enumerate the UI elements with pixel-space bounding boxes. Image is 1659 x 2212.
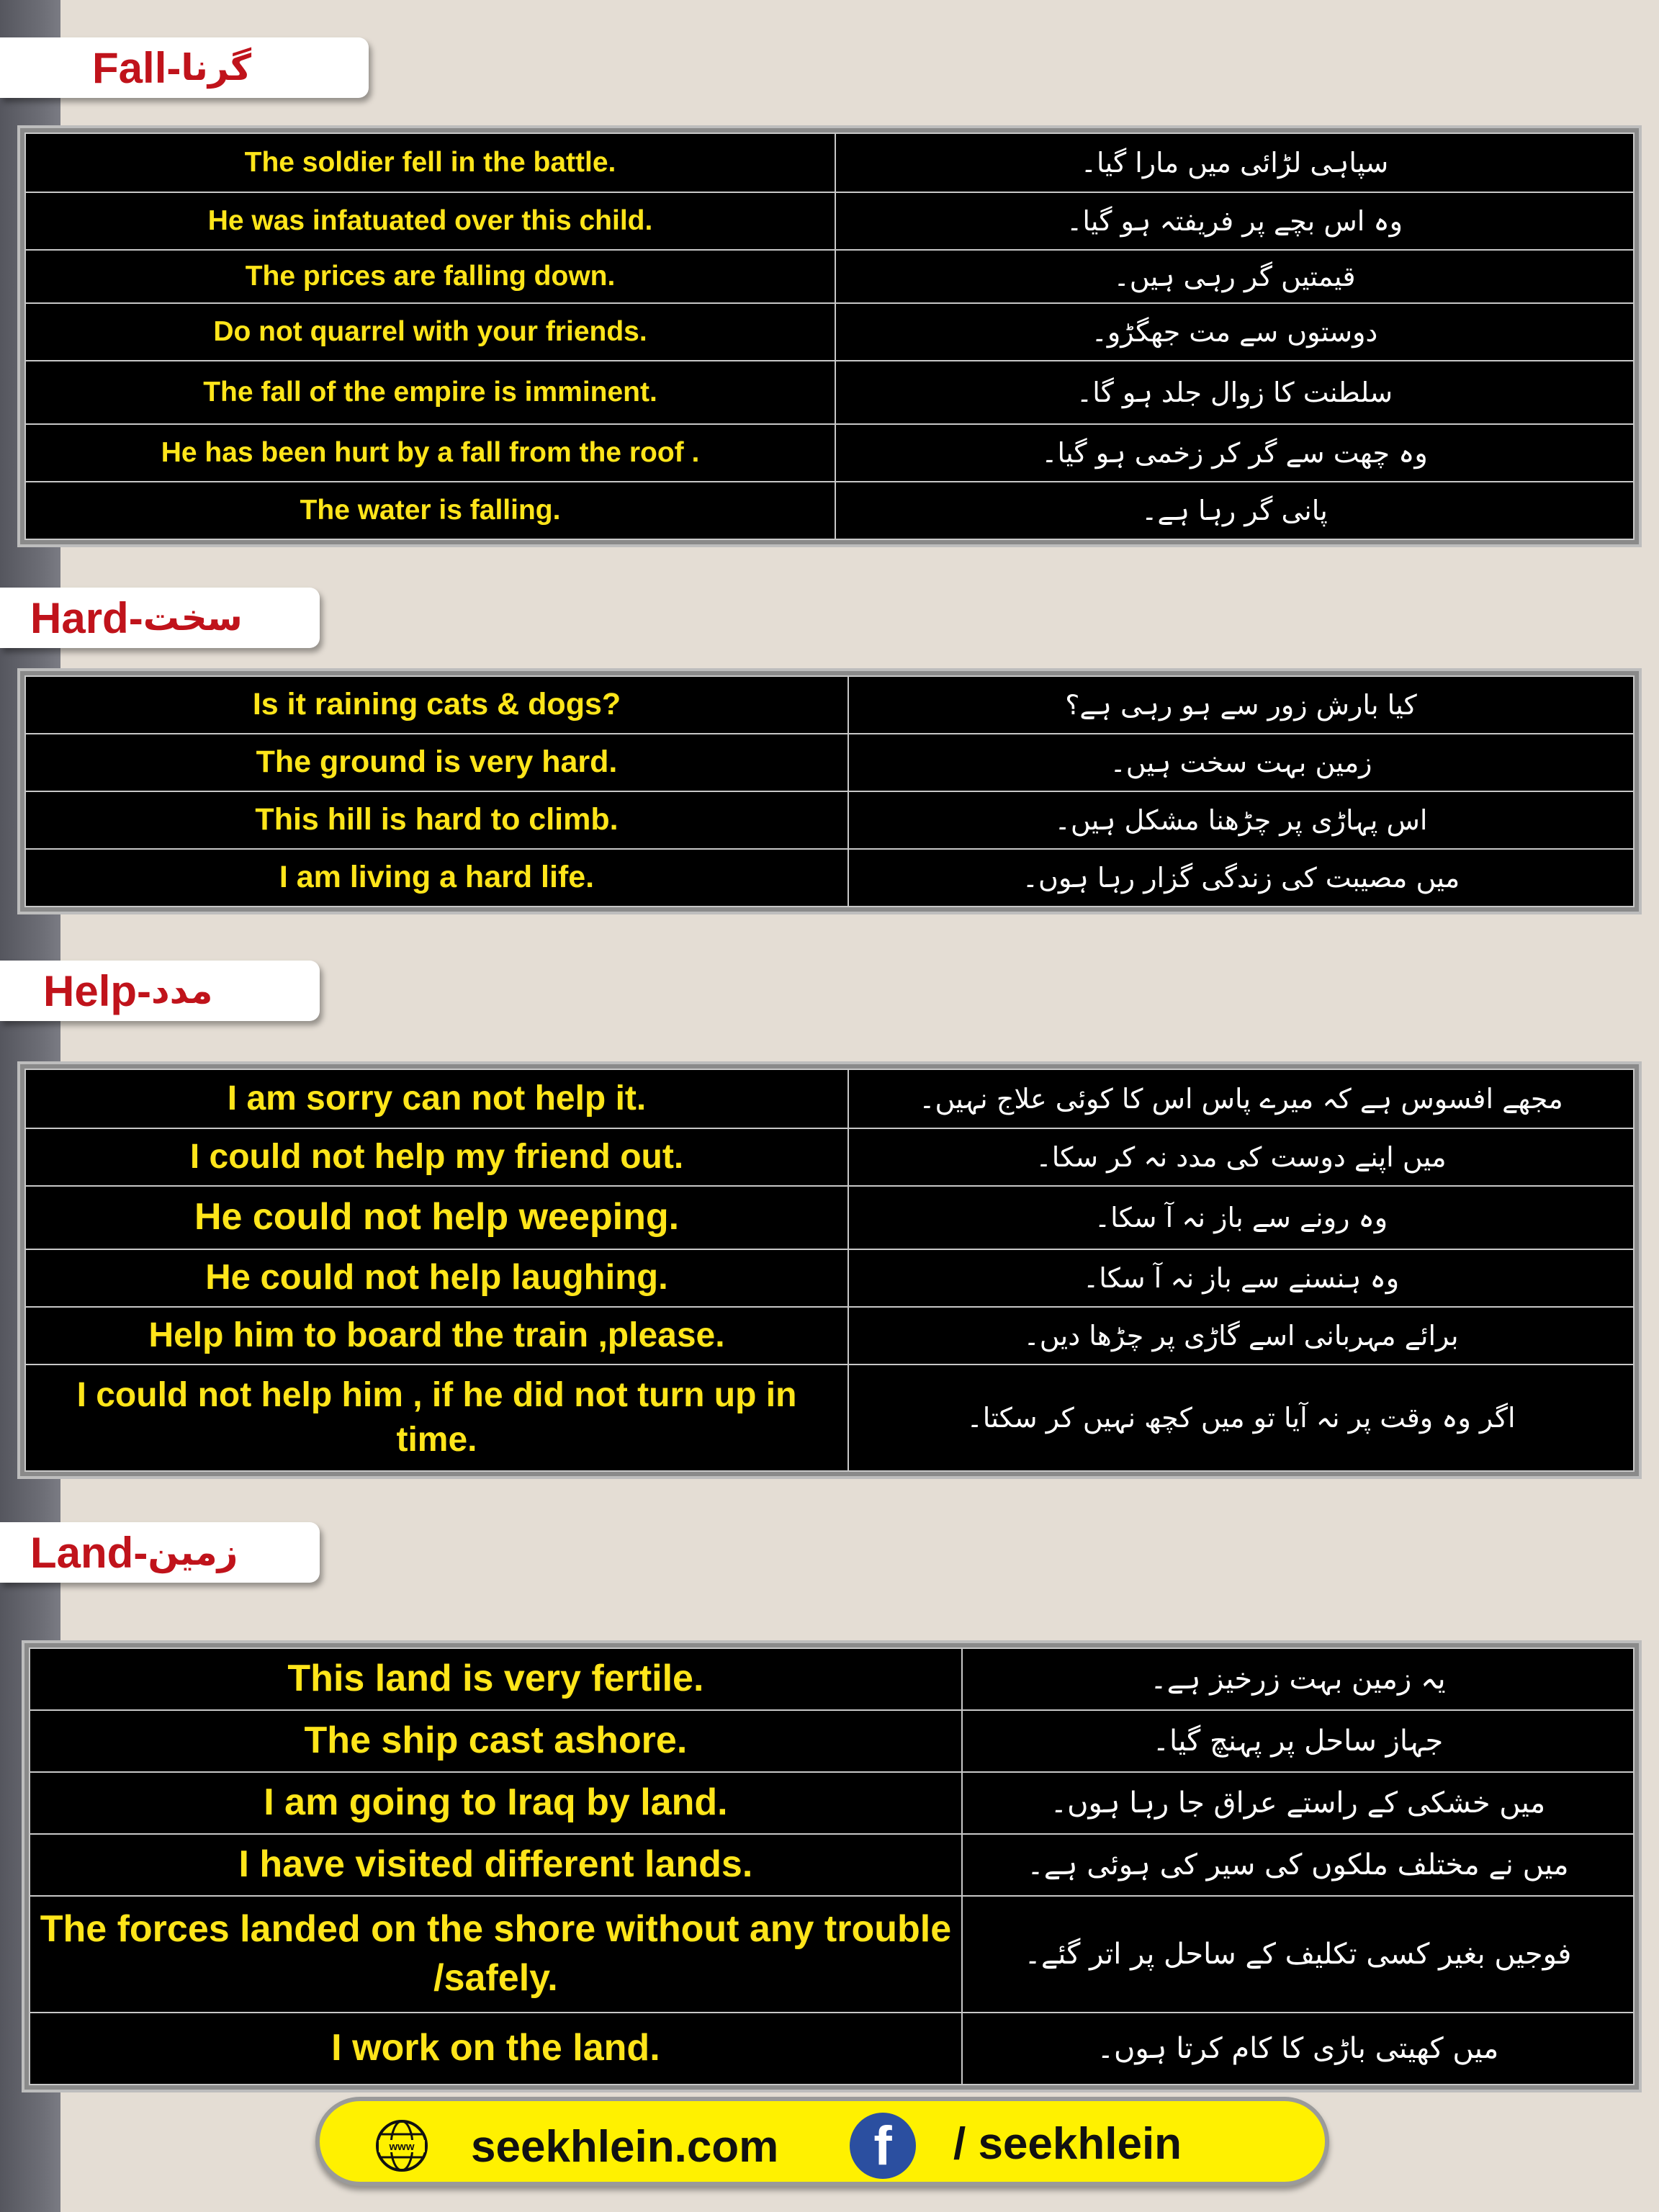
table-row bbox=[25, 361, 1634, 424]
facebook-handle[interactable]: / seekhlein bbox=[953, 2119, 1182, 2169]
urdu-translation: مجھے افسوس ہے کہ میرے پاس اس کا کوئی علاج نہیں۔ bbox=[848, 1069, 1634, 1128]
urdu-translation: وہ چھت سے گر کر زخمی ہو گیا۔ bbox=[835, 424, 1634, 482]
urdu-translation: سلطنت کا زوال جلد ہو گا۔ bbox=[835, 361, 1634, 424]
table-row bbox=[25, 133, 1634, 192]
urdu-translation: دوستوں سے مت جھگڑو۔ bbox=[835, 303, 1634, 361]
table-row bbox=[30, 1648, 1634, 1710]
table-row bbox=[25, 1307, 1634, 1364]
facebook-icon[interactable]: f bbox=[850, 2113, 916, 2179]
english-sentence: The ship cast ashore. bbox=[30, 1710, 962, 1772]
section-heading-hard bbox=[0, 588, 320, 648]
heading-english: Hard- bbox=[30, 593, 143, 642]
urdu-translation: پانی گر رہا ہے۔ bbox=[835, 482, 1634, 539]
urdu-translation: میں اپنے دوست کی مدد نہ کر سکا۔ bbox=[848, 1128, 1634, 1186]
heading-english: Land- bbox=[30, 1528, 148, 1577]
urdu-translation: قیمتیں گر رہی ہیں۔ bbox=[835, 250, 1634, 303]
english-sentence: He could not help laughing. bbox=[25, 1249, 848, 1307]
english-sentence: I could not help my friend out. bbox=[25, 1128, 848, 1186]
urdu-translation: وہ رونے سے باز نہ آ سکا۔ bbox=[848, 1186, 1634, 1249]
english-sentence: The water is falling. bbox=[25, 482, 835, 539]
english-sentence: I am living a hard life. bbox=[25, 849, 848, 907]
heading-english: Help- bbox=[43, 966, 151, 1015]
english-sentence: I have visited different lands. bbox=[30, 1834, 962, 1896]
globe-label: www bbox=[389, 2141, 415, 2153]
english-sentence: The prices are falling down. bbox=[25, 250, 835, 303]
table-row bbox=[25, 192, 1634, 250]
footer-banner bbox=[315, 2097, 1329, 2186]
heading-urdu: مدد bbox=[151, 970, 213, 1012]
table-row bbox=[30, 1834, 1634, 1896]
urdu-translation: سپاہی لڑائی میں مارا گیا۔ bbox=[835, 133, 1634, 192]
table-row bbox=[30, 1710, 1634, 1772]
english-sentence: This land is very fertile. bbox=[30, 1648, 962, 1710]
urdu-translation: فوجیں بغیر کسی تکلیف کے ساحل پر اتر گئے۔ bbox=[962, 1896, 1634, 2013]
globe-icon bbox=[374, 2118, 429, 2173]
english-sentence: I am sorry can not help it. bbox=[25, 1069, 848, 1128]
table-row bbox=[25, 1128, 1634, 1186]
table-row bbox=[30, 1772, 1634, 1834]
urdu-translation: وہ ہنسنے سے باز نہ آ سکا۔ bbox=[848, 1249, 1634, 1307]
section-heading-help bbox=[0, 961, 320, 1021]
vocab-table-help bbox=[24, 1069, 1635, 1472]
table-row bbox=[25, 1186, 1634, 1249]
english-sentence: The forces landed on the shore without any trouble /safely. bbox=[30, 1896, 962, 2013]
table-row bbox=[30, 1896, 1634, 2013]
english-sentence: I work on the land. bbox=[30, 2013, 962, 2085]
urdu-translation: میں مصیبت کی زندگی گزار رہا ہوں۔ bbox=[848, 849, 1634, 907]
vocab-table-fall bbox=[24, 132, 1635, 540]
english-sentence: The soldier fell in the battle. bbox=[25, 133, 835, 192]
english-sentence: I am going to Iraq by land. bbox=[30, 1772, 962, 1834]
urdu-translation: یہ زمین بہت زرخیز ہے۔ bbox=[962, 1648, 1634, 1710]
heading-urdu: زمین bbox=[148, 1532, 238, 1573]
table-row bbox=[25, 250, 1634, 303]
section-heading-fall bbox=[0, 37, 369, 98]
section-heading-land bbox=[0, 1522, 320, 1583]
urdu-translation: وہ اس بچے پر فریفتہ ہو گیا۔ bbox=[835, 192, 1634, 250]
table-row bbox=[25, 791, 1634, 849]
table-row bbox=[25, 676, 1634, 734]
urdu-translation: اگر وہ وقت پر نہ آیا تو میں کچھ نہیں کر سکتا۔ bbox=[848, 1364, 1634, 1471]
table-row bbox=[30, 2013, 1634, 2085]
urdu-translation: میں کھیتی باڑی کا کام کرتا ہوں۔ bbox=[962, 2013, 1634, 2085]
vocab-table-hard bbox=[24, 675, 1635, 907]
website-link[interactable]: seekhlein.com bbox=[471, 2122, 779, 2172]
english-sentence: He could not help weeping. bbox=[25, 1186, 848, 1249]
urdu-translation: برائے مہربانی اسے گاڑی پر چڑھا دیں۔ bbox=[848, 1307, 1634, 1364]
table-row bbox=[25, 1069, 1634, 1128]
table-row bbox=[25, 482, 1634, 539]
table-row bbox=[25, 303, 1634, 361]
english-sentence: He has been hurt by a fall from the roof . bbox=[25, 424, 835, 482]
table-row bbox=[25, 424, 1634, 482]
english-sentence: I could not help him , if he did not turn up in time. bbox=[25, 1364, 848, 1471]
english-sentence: Is it raining cats & dogs? bbox=[25, 676, 848, 734]
english-sentence: Do not quarrel with your friends. bbox=[25, 303, 835, 361]
heading-english: Fall- bbox=[92, 43, 181, 92]
urdu-translation: میں خشکی کے راستے عراق جا رہا ہوں۔ bbox=[962, 1772, 1634, 1834]
urdu-translation: میں نے مختلف ملکوں کی سیر کی ہوئی ہے۔ bbox=[962, 1834, 1634, 1896]
english-sentence: The fall of the empire is imminent. bbox=[25, 361, 835, 424]
table-row bbox=[25, 1364, 1634, 1471]
heading-urdu: گرنا bbox=[181, 47, 252, 89]
table-row bbox=[25, 849, 1634, 907]
vocab-table-land bbox=[29, 1647, 1635, 2085]
english-sentence: Help him to board the train ,please. bbox=[25, 1307, 848, 1364]
urdu-translation: اس پہاڑی پر چڑھنا مشکل ہیں۔ bbox=[848, 791, 1634, 849]
urdu-translation: زمین بہت سخت ہیں۔ bbox=[848, 734, 1634, 791]
table-row bbox=[25, 1249, 1634, 1307]
english-sentence: He was infatuated over this child. bbox=[25, 192, 835, 250]
english-sentence: The ground is very hard. bbox=[25, 734, 848, 791]
english-sentence: This hill is hard to climb. bbox=[25, 791, 848, 849]
urdu-translation: کیا بارش زور سے ہو رہی ہے؟ bbox=[848, 676, 1634, 734]
urdu-translation: جہاز ساحل پر پہنچ گیا۔ bbox=[962, 1710, 1634, 1772]
table-row bbox=[25, 734, 1634, 791]
heading-urdu: سخت bbox=[143, 597, 243, 639]
